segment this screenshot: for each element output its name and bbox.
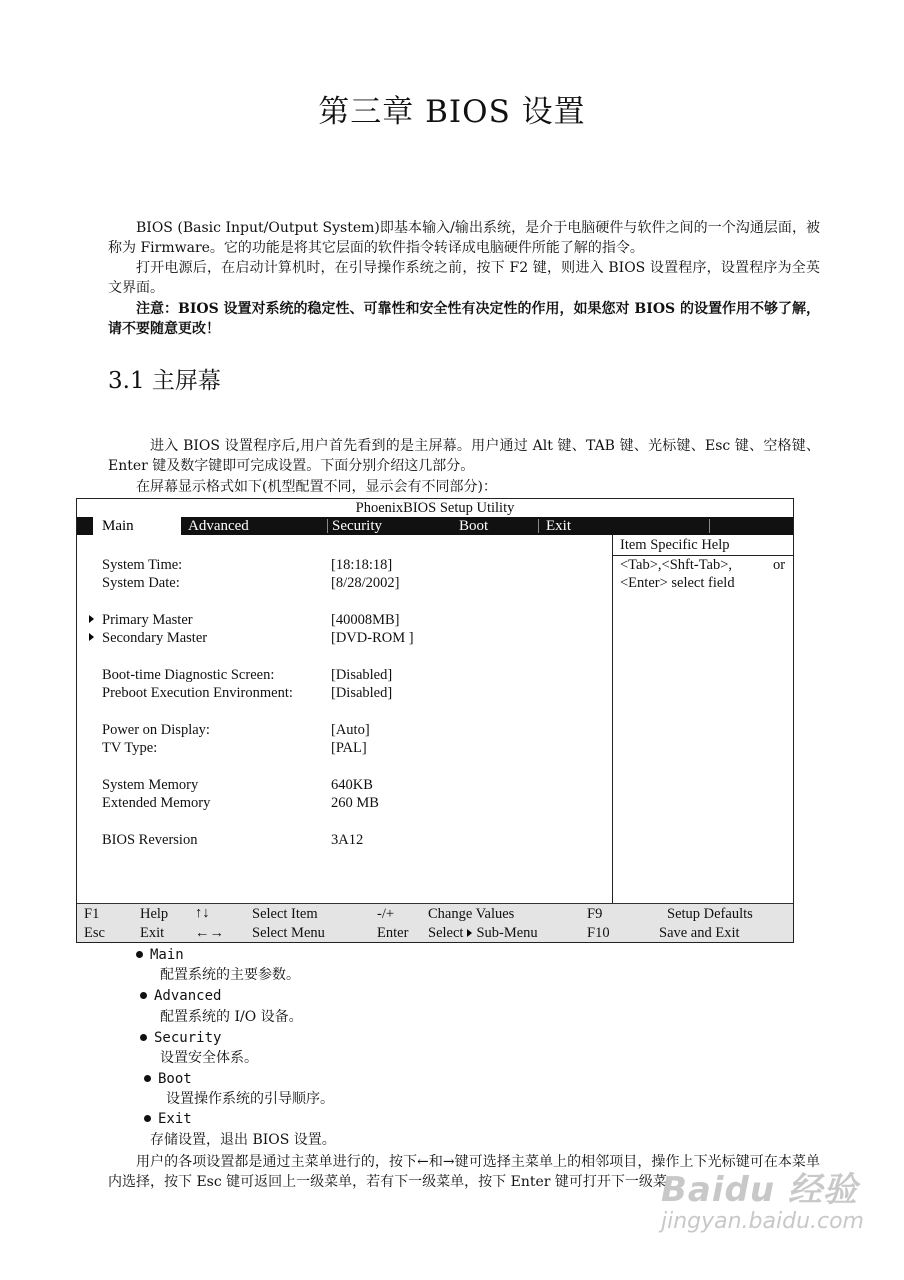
field-label-primary-master[interactable]: Primary Master — [102, 612, 193, 628]
key-select-label: Select — [428, 925, 464, 941]
field-value-extended-memory: 260 MB — [331, 795, 379, 811]
field-value-primary-master: [40008MB] — [331, 612, 400, 628]
key-help-label: Help — [140, 906, 169, 922]
field-value-preboot-execution[interactable]: [Disabled] — [331, 685, 393, 701]
baidu-jingyan-watermark — [661, 1162, 864, 1234]
menu-desc-name: Security — [154, 1030, 222, 1046]
field-label-system-date: System Date: — [102, 575, 180, 591]
key-select-item-label: Select Item — [252, 906, 318, 922]
bios-title: PhoenixBIOS Setup Utility — [355, 500, 515, 516]
key-enter: Enter — [377, 925, 409, 941]
chapter-title: 第三章 BIOS 设置 — [318, 94, 586, 130]
field-label-secondary-master[interactable]: Secondary Master — [102, 630, 208, 646]
field-label-extended-memory: Extended Memory — [102, 795, 211, 811]
key-select-submenu-label — [428, 924, 538, 942]
help-text-line: or — [773, 557, 786, 573]
menu-tab-security[interactable]: Security — [332, 518, 382, 534]
submenu-arrow-icon — [89, 633, 94, 641]
field-label-power-on-display: Power on Display: — [102, 722, 210, 738]
key-f10: F10 — [587, 925, 610, 941]
watermark-url: jingyan.baidu.com — [660, 1209, 864, 1234]
field-value-power-on-display[interactable]: [Auto] — [331, 722, 370, 738]
field-label-boot-diagnostic: Boot-time Diagnostic Screen: — [102, 667, 275, 683]
key-esc: Esc — [84, 925, 105, 941]
key-setup-defaults-label: Setup Defaults — [667, 906, 753, 922]
left-right-arrows-icon: ←→ — [195, 925, 224, 941]
menu-tab-boot[interactable]: Boot — [459, 518, 489, 534]
field-label-system-memory: System Memory — [102, 777, 199, 793]
screen-format-note: 在屏幕显示格式如下(机型配置不同，显示会有不同部分)： — [136, 479, 497, 495]
bullet-icon — [136, 951, 143, 958]
menu-separator — [538, 519, 539, 533]
menu-desc-item — [140, 1028, 221, 1048]
bios-key-legend — [77, 903, 793, 942]
watermark-logo: Baidu 经验 — [660, 1170, 858, 1210]
menu-desc-item — [144, 1069, 192, 1089]
menu-separator — [327, 519, 328, 533]
menu-desc-name: Main — [150, 947, 184, 963]
bullet-icon — [144, 1075, 151, 1082]
field-label-system-time: System Time: — [102, 557, 183, 573]
key-select-menu-label: Select Menu — [252, 925, 325, 941]
key-plus-minus: -/+ — [377, 906, 395, 922]
menu-tab-advanced[interactable]: Advanced — [188, 518, 249, 534]
field-value-system-time[interactable]: [18:18:18] — [331, 557, 393, 573]
menu-desc-name: Exit — [158, 1111, 192, 1127]
bullet-icon — [140, 1034, 147, 1041]
key-submenu-label: Sub-Menu — [476, 925, 538, 941]
intro-paragraph-1: BIOS (Basic Input/Output System)即基本输入/输出系统，是介于电脑硬件与软件之间的一个沟通层面，被称为 Firmware。它的功能是将其它层面的软件指令转译成电脑硬件所能了解的指令。 — [108, 220, 820, 256]
help-text-line: <Tab>,<Shft-Tab>, — [620, 557, 733, 573]
intro-paragraph-2: 打开电源后，在启动计算机时，在引导操作系统之前，按下 F2 键，则进入 BIOS 设置程序，设置程序为全英文界面。 — [108, 260, 820, 296]
menu-tab-main[interactable]: Main — [93, 517, 181, 535]
menu-desc-text: 配置系统的 I/O 设备。 — [160, 1009, 303, 1025]
help-panel-header: Item Specific Help — [613, 535, 793, 556]
menu-desc-item — [140, 986, 221, 1006]
field-value-system-memory: 640KB — [331, 777, 373, 793]
up-down-arrows-icon: ↑↓ — [195, 905, 210, 921]
submenu-arrow-icon — [89, 615, 94, 623]
key-save-exit-label: Save and Exit — [659, 925, 740, 941]
menu-desc-name: Advanced — [154, 988, 222, 1004]
menu-desc-text: 配置系统的主要参数。 — [160, 967, 300, 983]
key-exit-label: Exit — [140, 925, 165, 941]
help-text-line: <Enter> select field — [620, 575, 735, 591]
bios-setup-screen — [76, 498, 794, 943]
menu-desc-item — [144, 1109, 192, 1129]
field-label-tv-type: TV Type: — [102, 740, 158, 756]
bullet-icon — [144, 1115, 151, 1122]
key-change-values-label: Change Values — [428, 906, 515, 922]
section-intro-paragraph: 进入 BIOS 设置程序后,用户首先看到的是主屏幕。用户通过 Alt 键、TAB 键、光标键、Esc 键、空格键、Enter 键及数字键即可完成设置。下面分别介绍这几部分。 — [108, 438, 820, 474]
closing-paragraph: 用户的各项设置都是通过主菜单进行的，按下←和→键可选择主菜单上的相邻项目，操作上下光标键可在本菜单内选择，按下 Esc 键可返回上一级菜单，若有下一级菜单，按下 Enter 键可打开下一级菜 — [108, 1154, 820, 1190]
bios-menu-bar — [77, 517, 793, 535]
field-value-system-date[interactable]: [8/28/2002] — [331, 575, 400, 591]
menu-desc-text: 设置操作系统的引导顺序。 — [166, 1091, 334, 1107]
field-value-boot-diagnostic[interactable]: [Disabled] — [331, 667, 393, 683]
field-value-secondary-master: [DVD-ROM ] — [331, 630, 414, 646]
section-title: 3.1 主屏幕 — [108, 368, 221, 394]
field-value-tv-type[interactable]: [PAL] — [331, 740, 367, 756]
bullet-icon — [140, 992, 147, 999]
menu-desc-text: 设置安全体系。 — [160, 1050, 258, 1066]
field-label-bios-reversion: BIOS Reversion — [102, 832, 198, 848]
intro-warning: 注意：BIOS 设置对系统的稳定性、可靠性和安全性有决定性的作用，如果您对 BIOS 的设置作用不够了解，请不要随意更改！ — [108, 301, 820, 337]
help-panel-divider — [612, 535, 613, 903]
menu-desc-item — [136, 945, 184, 965]
menu-desc-text: 存储设置，退出 BIOS 设置。 — [150, 1132, 336, 1148]
menu-separator — [709, 519, 710, 533]
key-f1: F1 — [84, 906, 100, 922]
key-f9: F9 — [587, 906, 603, 922]
field-value-bios-reversion: 3A12 — [331, 832, 364, 848]
submenu-arrow-icon — [467, 929, 472, 937]
field-label-preboot-execution: Preboot Execution Environment: — [102, 685, 293, 701]
menu-tab-exit[interactable]: Exit — [546, 518, 571, 534]
menu-desc-name: Boot — [158, 1071, 192, 1087]
